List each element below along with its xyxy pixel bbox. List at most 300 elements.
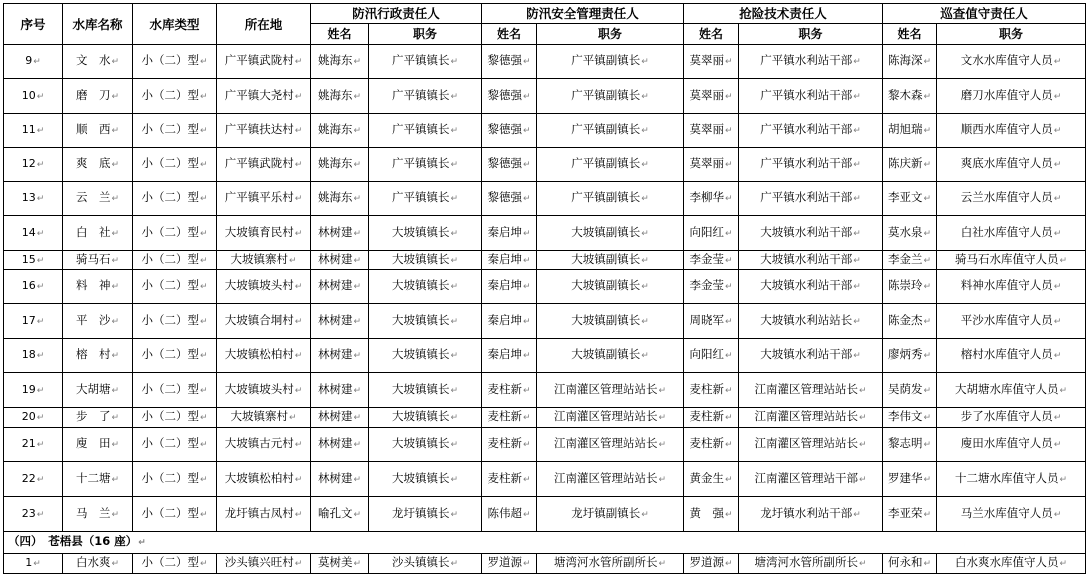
cell-patrol-title: 料神水库值守人员↵	[937, 270, 1086, 304]
cell-rescue-name: 莫翠丽↵	[684, 45, 739, 79]
cell-reservoir-type: 小（二）型↵	[133, 497, 217, 532]
cell-end-mark-icon: ↵	[853, 282, 861, 292]
cell-admin-title: 大坡镇镇长↵	[369, 216, 482, 251]
cell-end-mark-icon: ↵	[199, 509, 208, 520]
cell-location: 大坡镇松柏村↵	[217, 339, 311, 373]
cell-rescue-name: 向阳红↵	[684, 216, 739, 251]
cell-seq: 11↵	[4, 114, 63, 148]
table-row	[4, 45, 1086, 79]
cell-end-mark-icon: ↵	[923, 282, 932, 292]
cell-end-mark-icon: ↵	[522, 413, 531, 423]
cell-patrol-name: 陈崇玲↵	[883, 270, 937, 304]
table-row	[4, 554, 1086, 574]
cell-end-mark-icon: ↵	[294, 316, 303, 327]
cell-reservoir-name: 廋 田↵	[63, 428, 133, 462]
cell-end-mark-icon: ↵	[294, 126, 303, 136]
cell-end-mark-icon: ↵	[294, 559, 303, 569]
cell-end-mark-icon: ↵	[199, 316, 208, 327]
cell-end-mark-icon: ↵	[199, 282, 208, 292]
cell-admin-name: 林树建↵	[311, 373, 369, 408]
cell-end-mark-icon: ↵	[522, 351, 531, 361]
cell-end-mark-icon: ↵	[923, 194, 932, 204]
cell-patrol-title: 云兰水库值守人员↵	[937, 182, 1086, 216]
cell-rescue-name: 李金莹↵	[684, 270, 739, 304]
cell-end-mark-icon: ↵	[923, 228, 932, 239]
cell-end-mark-icon: ↵	[36, 474, 45, 485]
cell-location: 大坡镇坡头村↵	[217, 270, 311, 304]
cell-safety-title: 大坡镇副镇长↵	[537, 216, 684, 251]
cell-end-mark-icon: ↵	[353, 160, 362, 170]
cell-end-mark-icon: ↵	[724, 440, 733, 450]
cell-location: 沙头镇兴旺村↵	[217, 554, 311, 574]
cell-end-mark-icon: ↵	[853, 316, 861, 327]
cell-end-mark-icon: ↵	[522, 440, 531, 450]
cell-end-mark-icon: ↵	[138, 538, 146, 548]
cell-patrol-name: 黎志明↵	[883, 428, 937, 462]
cell-safety-name: 秦启坤↵	[482, 251, 537, 270]
cell-end-mark-icon: ↵	[641, 316, 649, 327]
cell-end-mark-icon: ↵	[641, 57, 649, 67]
cell-admin-title: 广平镇镇长↵	[369, 114, 482, 148]
cell-end-mark-icon: ↵	[450, 194, 459, 204]
cell-end-mark-icon: ↵	[641, 228, 649, 239]
cell-end-mark-icon: ↵	[199, 255, 208, 266]
cell-patrol-title: 爽底水库值守人员↵	[937, 148, 1086, 182]
cell-end-mark-icon: ↵	[923, 509, 932, 520]
cell-admin-title: 广平镇镇长↵	[369, 182, 482, 216]
cell-end-mark-icon: ↵	[522, 228, 531, 239]
cell-end-mark-icon: ↵	[522, 385, 531, 396]
cell-end-mark-icon: ↵	[450, 385, 459, 396]
cell-end-mark-icon: ↵	[923, 474, 932, 485]
cell-end-mark-icon: ↵	[450, 126, 459, 136]
cell-end-mark-icon: ↵	[450, 559, 459, 569]
cell-admin-name: 林树建↵	[311, 462, 369, 497]
cell-end-mark-icon: ↵	[450, 509, 459, 520]
cell-patrol-title: 马兰水库值守人员↵	[937, 497, 1086, 532]
cell-admin-name: 林树建↵	[311, 339, 369, 373]
cell-end-mark-icon: ↵	[858, 413, 867, 423]
cell-patrol-name: 李亚文↵	[883, 182, 937, 216]
cell-patrol-title: 榕村水库值守人员↵	[937, 339, 1086, 373]
cell-rescue-name: 莫翠丽↵	[684, 114, 739, 148]
cell-end-mark-icon: ↵	[1059, 255, 1068, 266]
cell-reservoir-type: 小（二）型↵	[133, 216, 217, 251]
cell-safety-name: 秦启坤↵	[482, 304, 537, 339]
cell-end-mark-icon: ↵	[522, 57, 531, 67]
cell-rescue-title: 大坡镇水利站干部↵	[739, 216, 883, 251]
cell-seq: 20↵	[4, 408, 63, 428]
cell-rescue-title: 广平镇水利站干部↵	[739, 79, 883, 114]
cell-rescue-title: 江南灌区管理站干部↵	[739, 462, 883, 497]
cell-location: 大坡镇松柏村↵	[217, 462, 311, 497]
cell-reservoir-name: 白水爽↵	[63, 554, 133, 574]
cell-end-mark-icon: ↵	[1053, 440, 1062, 450]
table-row	[4, 148, 1086, 182]
cell-location: 龙圩镇古凤村↵	[217, 497, 311, 532]
cell-reservoir-name: 骑马石↵	[63, 251, 133, 270]
cell-admin-title: 大坡镇镇长↵	[369, 462, 482, 497]
table-row	[4, 373, 1086, 408]
cell-end-mark-icon: ↵	[923, 91, 932, 102]
subheader-name: 姓名	[482, 24, 537, 45]
cell-end-mark-icon: ↵	[450, 255, 459, 266]
cell-end-mark-icon: ↵	[724, 282, 733, 292]
cell-end-mark-icon: ↵	[522, 255, 531, 266]
cell-end-mark-icon: ↵	[353, 57, 362, 67]
cell-safety-name: 麦柱新↵	[482, 428, 537, 462]
cell-end-mark-icon: ↵	[450, 474, 459, 485]
cell-reservoir-name: 顺 西↵	[63, 114, 133, 148]
header-admin-responsible: 防汛行政责任人	[311, 4, 482, 24]
cell-reservoir-name: 平 沙↵	[63, 304, 133, 339]
cell-patrol-title: 十二塘水库值守人员↵	[937, 462, 1086, 497]
header-location: 所在地	[217, 4, 311, 45]
cell-admin-name: 林树建↵	[311, 251, 369, 270]
cell-end-mark-icon: ↵	[111, 351, 120, 361]
cell-location: 大坡镇育民村↵	[217, 216, 311, 251]
cell-end-mark-icon: ↵	[724, 385, 733, 396]
cell-end-mark-icon: ↵	[1053, 413, 1062, 423]
cell-admin-title: 大坡镇镇长↵	[369, 251, 482, 270]
cell-patrol-title: 顺西水库值守人员↵	[937, 114, 1086, 148]
cell-end-mark-icon: ↵	[36, 126, 45, 136]
cell-reservoir-type: 小（二）型↵	[133, 304, 217, 339]
cell-end-mark-icon: ↵	[199, 351, 208, 361]
cell-end-mark-icon: ↵	[724, 228, 733, 239]
cell-admin-title: 广平镇镇长↵	[369, 79, 482, 114]
cell-end-mark-icon: ↵	[294, 440, 303, 450]
cell-safety-name: 黎德强↵	[482, 182, 537, 216]
cell-end-mark-icon: ↵	[450, 228, 459, 239]
subheader-title: 职务	[537, 24, 684, 45]
cell-reservoir-name: 料 神↵	[63, 270, 133, 304]
cell-end-mark-icon: ↵	[1053, 57, 1062, 67]
cell-rescue-title: 龙圩镇水利站干部↵	[739, 497, 883, 532]
cell-patrol-name: 李金兰↵	[883, 251, 937, 270]
cell-admin-name: 林树建↵	[311, 428, 369, 462]
cell-reservoir-type: 小（二）型↵	[133, 79, 217, 114]
cell-end-mark-icon: ↵	[724, 91, 733, 102]
cell-reservoir-type: 小（二）型↵	[133, 408, 217, 428]
cell-end-mark-icon: ↵	[522, 91, 531, 102]
cell-end-mark-icon: ↵	[853, 160, 861, 170]
cell-end-mark-icon: ↵	[199, 559, 208, 569]
cell-patrol-title: 文水水库值守人员↵	[937, 45, 1086, 79]
section-title: （四） 苍梧县（16 座）↵	[4, 532, 1086, 554]
cell-end-mark-icon: ↵	[858, 385, 867, 396]
cell-rescue-name: 麦柱新↵	[684, 373, 739, 408]
cell-end-mark-icon: ↵	[853, 194, 861, 204]
cell-safety-name: 麦柱新↵	[482, 373, 537, 408]
cell-end-mark-icon: ↵	[111, 160, 120, 170]
cell-location: 广平镇武陇村↵	[217, 148, 311, 182]
cell-end-mark-icon: ↵	[294, 228, 303, 239]
cell-end-mark-icon: ↵	[353, 413, 362, 423]
cell-location: 大坡镇坡头村↵	[217, 373, 311, 408]
cell-end-mark-icon: ↵	[199, 385, 208, 396]
header-safety-responsible: 防汛安全管理责任人	[482, 4, 684, 24]
cell-seq: 15↵	[4, 251, 63, 270]
cell-end-mark-icon: ↵	[522, 282, 531, 292]
table-row	[4, 339, 1086, 373]
cell-end-mark-icon: ↵	[923, 126, 932, 136]
table-row	[4, 304, 1086, 339]
cell-end-mark-icon: ↵	[658, 440, 667, 450]
cell-end-mark-icon: ↵	[858, 559, 867, 569]
cell-end-mark-icon: ↵	[111, 126, 120, 136]
cell-patrol-name: 廖炳秀↵	[883, 339, 937, 373]
cell-rescue-name: 莫翠丽↵	[684, 79, 739, 114]
cell-location: 广平镇武陇村↵	[217, 45, 311, 79]
cell-seq: 10↵	[4, 79, 63, 114]
cell-patrol-title: 磨刀水库值守人员↵	[937, 79, 1086, 114]
cell-end-mark-icon: ↵	[724, 413, 733, 423]
cell-reservoir-name: 大胡塘↵	[63, 373, 133, 408]
cell-end-mark-icon: ↵	[853, 509, 861, 520]
cell-safety-title: 龙圩镇副镇长↵	[537, 497, 684, 532]
cell-admin-title: 大坡镇镇长↵	[369, 408, 482, 428]
cell-end-mark-icon: ↵	[522, 316, 531, 327]
cell-rescue-title: 广平镇水利站干部↵	[739, 148, 883, 182]
cell-end-mark-icon: ↵	[724, 57, 733, 67]
cell-rescue-title: 大坡镇水利站站长↵	[739, 304, 883, 339]
header-reservoir-name: 水库名称	[63, 4, 133, 45]
cell-rescue-name: 李金莹↵	[684, 251, 739, 270]
subheader-name: 姓名	[311, 24, 369, 45]
cell-end-mark-icon: ↵	[199, 57, 208, 67]
cell-reservoir-type: 小（二）型↵	[133, 114, 217, 148]
cell-end-mark-icon: ↵	[36, 194, 45, 204]
cell-end-mark-icon: ↵	[111, 509, 120, 520]
subheader-name: 姓名	[883, 24, 937, 45]
cell-reservoir-type: 小（二）型↵	[133, 339, 217, 373]
cell-admin-title: 沙头镇镇长↵	[369, 554, 482, 574]
cell-end-mark-icon: ↵	[111, 282, 120, 292]
cell-end-mark-icon: ↵	[111, 228, 120, 239]
cell-patrol-name: 莫水泉↵	[883, 216, 937, 251]
cell-end-mark-icon: ↵	[450, 282, 459, 292]
cell-end-mark-icon: ↵	[353, 91, 362, 102]
cell-end-mark-icon: ↵	[522, 194, 531, 204]
cell-end-mark-icon: ↵	[294, 385, 303, 396]
cell-safety-title: 江南灌区管理站站长↵	[537, 462, 684, 497]
cell-seq: 22↵	[4, 462, 63, 497]
cell-end-mark-icon: ↵	[853, 126, 861, 136]
cell-admin-title: 大坡镇镇长↵	[369, 304, 482, 339]
cell-end-mark-icon: ↵	[1053, 316, 1062, 327]
cell-rescue-title: 大坡镇水利站干部↵	[739, 270, 883, 304]
subheader-title: 职务	[369, 24, 482, 45]
cell-end-mark-icon: ↵	[853, 91, 861, 102]
cell-admin-name: 喻孔文↵	[311, 497, 369, 532]
cell-end-mark-icon: ↵	[724, 194, 733, 204]
cell-admin-title: 大坡镇镇长↵	[369, 339, 482, 373]
cell-end-mark-icon: ↵	[353, 559, 362, 569]
cell-end-mark-icon: ↵	[1053, 126, 1062, 136]
cell-safety-name: 秦启坤↵	[482, 270, 537, 304]
cell-patrol-title: 廋田水库值守人员↵	[937, 428, 1086, 462]
reservoir-responsibility-table	[3, 3, 1086, 574]
cell-end-mark-icon: ↵	[724, 126, 733, 136]
cell-end-mark-icon: ↵	[724, 559, 733, 569]
cell-location: 广平镇大尧村↵	[217, 79, 311, 114]
cell-reservoir-name: 榕 村↵	[63, 339, 133, 373]
cell-reservoir-type: 小（二）型↵	[133, 373, 217, 408]
subheader-name: 姓名	[684, 24, 739, 45]
cell-end-mark-icon: ↵	[658, 413, 667, 423]
cell-patrol-title: 白水爽水库值守人员↵	[937, 554, 1086, 574]
cell-rescue-name: 莫翠丽↵	[684, 148, 739, 182]
cell-end-mark-icon: ↵	[288, 413, 297, 423]
cell-patrol-title: 白社水库值守人员↵	[937, 216, 1086, 251]
cell-end-mark-icon: ↵	[658, 559, 667, 569]
cell-location: 广平镇扶达村↵	[217, 114, 311, 148]
cell-end-mark-icon: ↵	[641, 194, 649, 204]
cell-patrol-name: 李亚荣↵	[883, 497, 937, 532]
cell-end-mark-icon: ↵	[1059, 385, 1068, 396]
cell-end-mark-icon: ↵	[199, 228, 208, 239]
cell-end-mark-icon: ↵	[522, 559, 531, 569]
cell-end-mark-icon: ↵	[1053, 194, 1062, 204]
cell-end-mark-icon: ↵	[111, 316, 120, 327]
cell-admin-name: 林树建↵	[311, 216, 369, 251]
cell-safety-title: 塘湾河水管所副所长↵	[537, 554, 684, 574]
cell-safety-name: 麦柱新↵	[482, 408, 537, 428]
cell-end-mark-icon: ↵	[641, 160, 649, 170]
cell-reservoir-type: 小（二）型↵	[133, 148, 217, 182]
cell-end-mark-icon: ↵	[33, 57, 41, 67]
header-reservoir-type: 水库类型	[133, 4, 217, 45]
cell-end-mark-icon: ↵	[641, 282, 649, 292]
table-row	[4, 462, 1086, 497]
cell-reservoir-type: 小（二）型↵	[133, 45, 217, 79]
cell-safety-title: 大坡镇副镇长↵	[537, 339, 684, 373]
cell-end-mark-icon: ↵	[36, 413, 45, 423]
cell-safety-title: 广平镇副镇长↵	[537, 79, 684, 114]
cell-end-mark-icon: ↵	[111, 385, 120, 396]
cell-end-mark-icon: ↵	[923, 351, 932, 361]
table-row	[4, 270, 1086, 304]
cell-safety-name: 秦启坤↵	[482, 339, 537, 373]
cell-end-mark-icon: ↵	[450, 160, 459, 170]
section-row	[4, 532, 1086, 554]
cell-end-mark-icon: ↵	[724, 509, 733, 520]
cell-end-mark-icon: ↵	[36, 160, 45, 170]
cell-end-mark-icon: ↵	[450, 91, 459, 102]
cell-end-mark-icon: ↵	[353, 351, 362, 361]
table-row	[4, 182, 1086, 216]
cell-end-mark-icon: ↵	[1053, 160, 1062, 170]
cell-admin-title: 大坡镇镇长↵	[369, 270, 482, 304]
cell-seq: 9↵	[4, 45, 63, 79]
cell-patrol-title: 平沙水库值守人员↵	[937, 304, 1086, 339]
cell-end-mark-icon: ↵	[450, 440, 459, 450]
cell-end-mark-icon: ↵	[36, 255, 45, 266]
cell-end-mark-icon: ↵	[658, 385, 667, 396]
cell-end-mark-icon: ↵	[199, 474, 208, 485]
cell-end-mark-icon: ↵	[923, 385, 932, 396]
cell-end-mark-icon: ↵	[1053, 228, 1062, 239]
cell-admin-name: 姚海东↵	[311, 79, 369, 114]
cell-end-mark-icon: ↵	[199, 126, 208, 136]
cell-end-mark-icon: ↵	[353, 385, 362, 396]
cell-end-mark-icon: ↵	[450, 57, 459, 67]
cell-reservoir-type: 小（二）型↵	[133, 428, 217, 462]
cell-reservoir-name: 云 兰↵	[63, 182, 133, 216]
cell-seq: 16↵	[4, 270, 63, 304]
cell-seq: 14↵	[4, 216, 63, 251]
cell-rescue-title: 广平镇水利站干部↵	[739, 114, 883, 148]
cell-end-mark-icon: ↵	[923, 160, 932, 170]
cell-end-mark-icon: ↵	[111, 91, 120, 102]
cell-end-mark-icon: ↵	[294, 160, 303, 170]
cell-patrol-name: 李伟文↵	[883, 408, 937, 428]
cell-safety-name: 黎德强↵	[482, 148, 537, 182]
cell-location: 大坡镇寨村↵	[217, 408, 311, 428]
cell-safety-title: 广平镇副镇长↵	[537, 182, 684, 216]
cell-safety-name: 罗道源↵	[482, 554, 537, 574]
cell-end-mark-icon: ↵	[353, 509, 362, 520]
cell-admin-name: 姚海东↵	[311, 45, 369, 79]
cell-end-mark-icon: ↵	[923, 316, 932, 327]
cell-patrol-name: 何永和↵	[883, 554, 937, 574]
cell-end-mark-icon: ↵	[450, 316, 459, 327]
cell-admin-title: 大坡镇镇长↵	[369, 428, 482, 462]
cell-safety-title: 大坡镇副镇长↵	[537, 251, 684, 270]
cell-safety-name: 黎德强↵	[482, 79, 537, 114]
cell-safety-name: 陈伟超↵	[482, 497, 537, 532]
cell-patrol-name: 胡旭瑞↵	[883, 114, 937, 148]
table-row	[4, 408, 1086, 428]
subheader-title: 职务	[739, 24, 883, 45]
cell-end-mark-icon: ↵	[724, 255, 733, 266]
cell-end-mark-icon: ↵	[199, 440, 208, 450]
cell-rescue-name: 罗道源↵	[684, 554, 739, 574]
cell-rescue-title: 大坡镇水利站干部↵	[739, 251, 883, 270]
table-row	[4, 497, 1086, 532]
cell-end-mark-icon: ↵	[1059, 474, 1068, 485]
cell-end-mark-icon: ↵	[858, 440, 867, 450]
cell-location: 大坡镇古元村↵	[217, 428, 311, 462]
cell-rescue-title: 大坡镇水利站干部↵	[739, 339, 883, 373]
cell-admin-title: 广平镇镇长↵	[369, 45, 482, 79]
cell-seq: 17↵	[4, 304, 63, 339]
cell-end-mark-icon: ↵	[111, 440, 120, 450]
cell-reservoir-name: 步 了↵	[63, 408, 133, 428]
cell-reservoir-name: 爽 底↵	[63, 148, 133, 182]
cell-rescue-title: 广平镇水利站干部↵	[739, 45, 883, 79]
cell-patrol-title: 步了水库值守人员↵	[937, 408, 1086, 428]
cell-end-mark-icon: ↵	[522, 509, 531, 520]
cell-end-mark-icon: ↵	[111, 413, 120, 423]
cell-end-mark-icon: ↵	[658, 474, 667, 485]
cell-location: 大坡镇合垌村↵	[217, 304, 311, 339]
cell-reservoir-type: 小（二）型↵	[133, 554, 217, 574]
cell-rescue-name: 周晓军↵	[684, 304, 739, 339]
cell-rescue-name: 黄金生↵	[684, 462, 739, 497]
cell-reservoir-type: 小（二）型↵	[133, 251, 217, 270]
cell-safety-title: 广平镇副镇长↵	[537, 45, 684, 79]
cell-end-mark-icon: ↵	[294, 474, 303, 485]
cell-end-mark-icon: ↵	[641, 91, 649, 102]
cell-end-mark-icon: ↵	[641, 126, 649, 136]
cell-end-mark-icon: ↵	[450, 413, 459, 423]
cell-admin-name: 林树建↵	[311, 304, 369, 339]
cell-end-mark-icon: ↵	[294, 509, 303, 520]
cell-end-mark-icon: ↵	[522, 474, 531, 485]
cell-end-mark-icon: ↵	[724, 160, 733, 170]
